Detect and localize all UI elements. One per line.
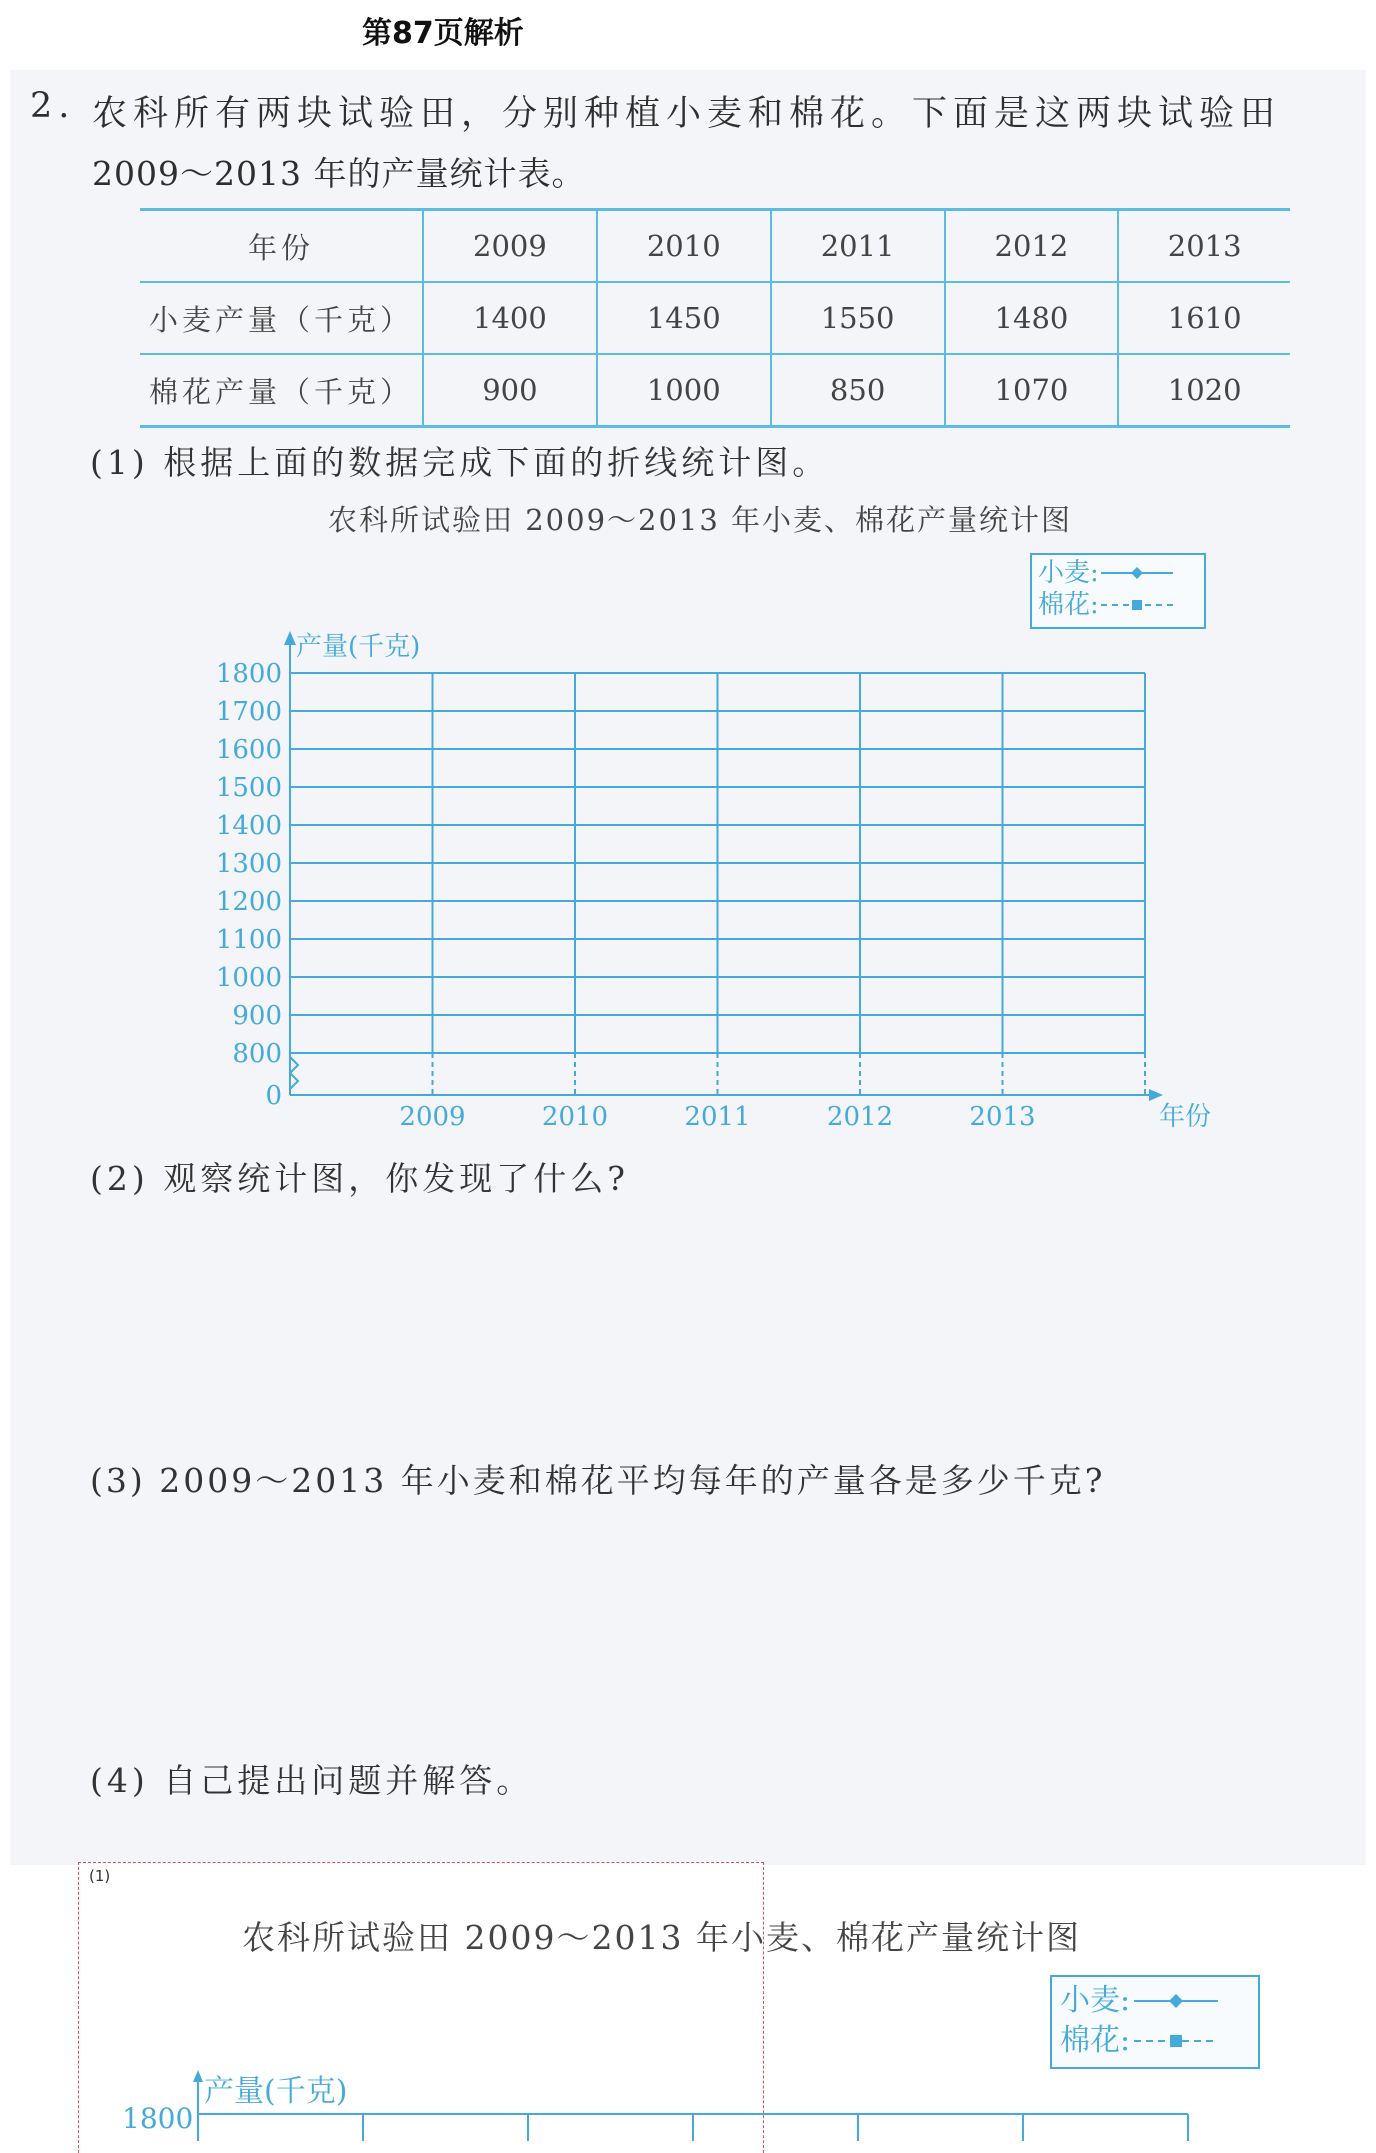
y-tick-label: 1100	[215, 925, 282, 955]
table-cell: 1000	[597, 354, 771, 427]
answer-y-tick-label: 1800	[122, 2102, 194, 2135]
dashed-line-square-icon	[1099, 598, 1175, 612]
y-tick-label: 1200	[215, 887, 282, 917]
x-axis-arrow	[1149, 1089, 1163, 1101]
chart-legend	[1030, 553, 1206, 629]
answer-y-axis-label: 产量(千克)	[204, 2074, 348, 2109]
y-tick-label: 1700	[215, 697, 282, 727]
sub-question-1: (1) 根据上面的数据完成下面的折线统计图。	[90, 443, 830, 482]
table-cell: 1450	[597, 282, 771, 354]
table-cell: 1480	[945, 282, 1119, 354]
y-tick-label: 1000	[215, 963, 282, 993]
x-tick-label: 2010	[541, 1102, 609, 1132]
y-tick-label: 1500	[215, 773, 282, 803]
question-line-1: 农科所有两块试验田，分别种植小麦和棉花。下面是这两块试验田	[92, 94, 1282, 134]
axis-break-zigzag	[290, 1057, 298, 1089]
sub-question-2: (2) 观察统计图，你发现了什么?	[90, 1159, 629, 1198]
solid-line-diamond-icon	[1130, 1993, 1220, 2009]
answer-chart-title: 农科所试验田 2009～2013 年小麦、棉花产量统计图	[242, 1918, 1081, 1957]
answer-label: (1)	[89, 1867, 111, 1885]
legend-item-wheat	[1038, 557, 1198, 589]
y-tick-label: 1600	[215, 735, 282, 765]
chart-title: 农科所试验田 2009～2013 年小麦、棉花产量统计图	[328, 503, 1073, 537]
table-row	[140, 354, 1290, 427]
x-axis-label: 年份	[1158, 1102, 1212, 1132]
answer-legend-item-cotton	[1060, 2021, 1250, 2061]
dashed-line-square-icon	[1130, 2033, 1220, 2049]
production-table	[140, 208, 1290, 428]
table-cell: 1400	[423, 282, 597, 354]
table-cell: 小麦产量（千克）	[140, 282, 423, 354]
table-cell: 850	[771, 354, 945, 427]
y-axis-arrow	[284, 631, 296, 645]
x-tick-label: 2013	[969, 1102, 1036, 1132]
question-number: 2.	[30, 86, 76, 126]
answer-legend-item-wheat	[1060, 1981, 1250, 2021]
page-title: 第87页解析	[362, 16, 524, 51]
y-tick-label: 800	[232, 1039, 282, 1069]
table-header-cell: 年份	[140, 210, 423, 283]
y-tick-label: 1400	[215, 811, 282, 841]
table-header-cell: 2009	[423, 210, 597, 283]
solid-line-diamond-icon	[1099, 566, 1175, 580]
table-row	[140, 282, 1290, 354]
answer-chart-legend	[1050, 1975, 1260, 2069]
sub-question-3: (3) 2009～2013 年小麦和棉花平均每年的产量各是多少千克?	[90, 1461, 1106, 1500]
x-tick-label: 2011	[684, 1102, 751, 1132]
y-tick-label: 0	[265, 1081, 282, 1111]
table-cell: 棉花产量（千克）	[140, 354, 423, 427]
table-header-cell: 2012	[945, 210, 1119, 283]
table-cell: 1550	[771, 282, 945, 354]
legend-label-wheat: 小麦:	[1038, 558, 1099, 588]
y-axis-label: 产量(千克)	[296, 632, 421, 662]
line-chart	[200, 625, 1220, 1135]
table-cell: 900	[423, 354, 597, 427]
table-header-cell: 2010	[597, 210, 771, 283]
question-line-2: 2009～2013 年的产量统计表。	[92, 154, 586, 193]
table-cell: 1020	[1118, 354, 1290, 427]
sub-question-4: (4) 自己提出问题并解答。	[90, 1761, 534, 1800]
table-cell: 1610	[1118, 282, 1290, 354]
table-header-row	[140, 210, 1290, 283]
y-tick-label: 900	[232, 1001, 282, 1031]
x-tick-label: 2012	[826, 1102, 894, 1132]
answer-legend-label-cotton: 棉花:	[1060, 2023, 1131, 2058]
y-tick-label: 1300	[215, 849, 282, 879]
answer-legend-label-wheat: 小麦:	[1060, 1983, 1131, 2018]
table-header-cell: 2011	[771, 210, 945, 283]
legend-item-cotton	[1038, 589, 1198, 621]
x-tick-label: 2009	[399, 1102, 466, 1132]
table-cell: 1070	[945, 354, 1119, 427]
table-header-cell: 2013	[1118, 210, 1290, 283]
y-tick-label: 1800	[215, 659, 282, 689]
legend-label-cotton: 棉花:	[1038, 590, 1099, 620]
